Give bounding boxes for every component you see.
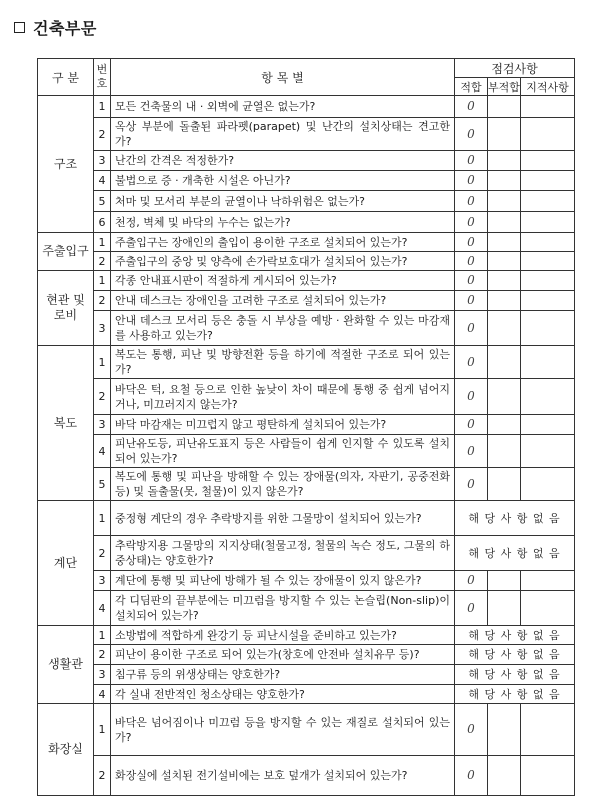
ok-mark-cell: 0 (455, 96, 488, 118)
notes-cell (521, 704, 575, 756)
ok-mark-cell: 0 (455, 591, 488, 626)
not-ok-cell (488, 311, 521, 346)
not-ok-cell (488, 271, 521, 291)
table-row (38, 271, 575, 291)
table-row (38, 704, 575, 756)
notes-cell (521, 571, 575, 591)
table-row (38, 291, 575, 311)
not-ok-cell (488, 171, 521, 191)
notes-cell (521, 212, 575, 233)
check-item-text: 침구류 등의 위생상태는 양호한가? (111, 665, 455, 685)
ok-mark-cell: 0 (455, 191, 488, 212)
table-row (38, 468, 575, 501)
not-ok-cell (488, 212, 521, 233)
check-item-text: 피난유도등, 피난유도표지 등은 사람들이 쉽게 인지할 수 있도록 설치되어 있는가? (111, 435, 455, 468)
row-number: 2 (94, 379, 111, 415)
check-item-text: 복도는 통행, 피난 및 방향전환 등을 하기에 적절한 구조로 되어 있는가? (111, 346, 455, 379)
not-ok-cell (488, 468, 521, 501)
table-row (38, 171, 575, 191)
check-item-text: 각종 안내표시판이 적절하게 게시되어 있는가? (111, 271, 455, 291)
not-applicable-cell: 해 당 사 항 없 음 (455, 536, 575, 571)
not-ok-cell (488, 571, 521, 591)
check-item-text: 안내 데스크 모서리 등은 충돌 시 부상을 예방 · 완화할 수 있는 마감재를 사용하고 있는가? (111, 311, 455, 346)
not-ok-cell (488, 415, 521, 435)
ok-mark-cell: 0 (455, 311, 488, 346)
check-item-text: 바닥은 넘어짐이나 미끄럼 등을 방지할 수 있는 재질로 설치되어 있는가? (111, 704, 455, 756)
table-row (38, 415, 575, 435)
ok-mark-cell: 0 (455, 468, 488, 501)
notes-cell (521, 346, 575, 379)
check-item-text: 각 디딤판의 끝부분에는 미끄럼을 방지할 수 있는 논슬립(Non-slip)이 설치되어 있는가? (111, 591, 455, 626)
ok-mark-cell: 0 (455, 252, 488, 271)
row-number: 4 (94, 171, 111, 191)
notes-cell (521, 379, 575, 415)
check-item-text: 불법으로 증 · 개축한 시설은 아닌가? (111, 171, 455, 191)
header-notes: 지적사항 (521, 78, 575, 96)
check-item-text: 천정, 벽체 및 바닥의 누수는 없는가? (111, 212, 455, 233)
notes-cell (521, 96, 575, 118)
row-number: 2 (94, 645, 111, 665)
section-title: 건축부문 (14, 16, 97, 39)
check-item-text: 소방법에 적합하게 완강기 등 피난시설을 준비하고 있는가? (111, 626, 455, 645)
row-number: 3 (94, 665, 111, 685)
ok-mark-cell: 0 (455, 415, 488, 435)
check-item-text: 계단에 통행 및 피난에 방해가 될 수 있는 장애물이 있지 않은가? (111, 571, 455, 591)
not-ok-cell (488, 191, 521, 212)
table-row (38, 311, 575, 346)
check-item-text: 추락방지용 그물망의 지지상태(철물고정, 철물의 녹슨 정도, 그물의 하중상태)는 양호한가? (111, 536, 455, 571)
check-item-text: 처마 및 모서리 부분의 균열이나 낙하위험은 없는가? (111, 191, 455, 212)
not-ok-cell (488, 704, 521, 756)
table-row (38, 665, 575, 685)
row-number: 2 (94, 756, 111, 796)
notes-cell (521, 415, 575, 435)
table-row (38, 756, 575, 796)
table-row (38, 96, 575, 118)
not-ok-cell (488, 96, 521, 118)
ok-mark-cell: 0 (455, 291, 488, 311)
square-bullet-icon (14, 22, 25, 33)
row-number: 2 (94, 291, 111, 311)
check-item-text: 주출입구는 장애인의 출입이 용이한 구조로 설치되어 있는가? (111, 233, 455, 252)
notes-cell (521, 191, 575, 212)
notes-cell (521, 591, 575, 626)
row-number: 3 (94, 571, 111, 591)
ok-mark-cell: 0 (455, 756, 488, 796)
ok-mark-cell: 0 (455, 233, 488, 252)
row-number: 2 (94, 536, 111, 571)
check-item-text: 주출입구의 중앙 및 양측에 손가락보호대가 설치되어 있는가? (111, 252, 455, 271)
check-item-text: 모든 건축물의 내 · 외벽에 균열은 없는가? (111, 96, 455, 118)
not-ok-cell (488, 379, 521, 415)
category-cell: 현관 및 로비 (38, 271, 94, 346)
not-applicable-cell: 해 당 사 항 없 음 (455, 685, 575, 704)
ok-mark-cell: 0 (455, 118, 488, 151)
not-ok-cell (488, 118, 521, 151)
table-row (38, 591, 575, 626)
not-applicable-cell: 해 당 사 항 없 음 (455, 626, 575, 645)
ok-mark-cell: 0 (455, 271, 488, 291)
header-category: 구 분 (38, 59, 94, 96)
row-number: 1 (94, 96, 111, 118)
row-number: 1 (94, 233, 111, 252)
notes-cell (521, 271, 575, 291)
ok-mark-cell: 0 (455, 171, 488, 191)
category-cell: 생활관 (38, 626, 94, 704)
table-row (38, 536, 575, 571)
category-cell: 주출입구 (38, 233, 94, 271)
category-cell: 구조 (38, 96, 94, 233)
not-applicable-cell: 해 당 사 항 없 음 (455, 501, 575, 536)
check-item-text: 바닥은 턱, 요철 등으로 인한 높낮이 차이 때문에 통행 중 쉽게 넘어지거나, 미끄러지지 않는가? (111, 379, 455, 415)
not-ok-cell (488, 252, 521, 271)
row-number: 1 (94, 626, 111, 645)
check-item-text: 각 실내 전반적인 청소상태는 양호한가? (111, 685, 455, 704)
header-check-group: 점검사항 (455, 59, 575, 78)
check-item-text: 중정형 계단의 경우 추락방지를 위한 그물망이 설치되어 있는가? (111, 501, 455, 536)
row-number: 1 (94, 346, 111, 379)
table-row (38, 212, 575, 233)
notes-cell (521, 756, 575, 796)
row-number: 4 (94, 435, 111, 468)
table-row (38, 151, 575, 171)
row-number: 2 (94, 252, 111, 271)
table-row (38, 626, 575, 645)
header-not-ok: 부적합 (488, 78, 521, 96)
table-row (38, 685, 575, 704)
table-row (38, 118, 575, 151)
notes-cell (521, 468, 575, 501)
table-row (38, 571, 575, 591)
row-number: 3 (94, 415, 111, 435)
not-ok-cell (488, 756, 521, 796)
ok-mark-cell: 0 (455, 212, 488, 233)
check-item-text: 난간의 간격은 적정한가? (111, 151, 455, 171)
not-ok-cell (488, 291, 521, 311)
row-number: 4 (94, 685, 111, 704)
table-row (38, 501, 575, 536)
row-number: 1 (94, 501, 111, 536)
not-ok-cell (488, 435, 521, 468)
check-item-text: 복도에 통행 및 피난을 방해할 수 있는 장애물(의자, 자판기, 공중전화 등) 및 돌출물(못, 철물)이 있지 않은가? (111, 468, 455, 501)
notes-cell (521, 118, 575, 151)
notes-cell (521, 151, 575, 171)
notes-cell (521, 291, 575, 311)
table-row (38, 233, 575, 252)
table-row (38, 346, 575, 379)
ok-mark-cell: 0 (455, 435, 488, 468)
table-row (38, 379, 575, 415)
notes-cell (521, 435, 575, 468)
ok-mark-cell: 0 (455, 704, 488, 756)
check-item-text: 바닥 마감재는 미끄럽지 않고 평탄하게 설치되어 있는가? (111, 415, 455, 435)
notes-cell (521, 171, 575, 191)
check-item-text: 피난이 용이한 구조로 되어 있는가(창호에 안전바 설치유무 등)? (111, 645, 455, 665)
not-ok-cell (488, 591, 521, 626)
table-row (38, 252, 575, 271)
category-cell: 계단 (38, 501, 94, 626)
notes-cell (521, 233, 575, 252)
category-cell: 복도 (38, 346, 94, 501)
row-number: 3 (94, 151, 111, 171)
check-item-text: 안내 데스크는 장애인을 고려한 구조로 설치되어 있는가? (111, 291, 455, 311)
not-applicable-cell: 해 당 사 항 없 음 (455, 645, 575, 665)
category-cell: 화장실 (38, 704, 94, 796)
row-number: 4 (94, 591, 111, 626)
ok-mark-cell: 0 (455, 379, 488, 415)
check-item-text: 옥상 부분에 돌출된 파라펫(parapet) 및 난간의 설치상태는 견고한가? (111, 118, 455, 151)
row-number: 5 (94, 191, 111, 212)
ok-mark-cell: 0 (455, 571, 488, 591)
ok-mark-cell: 0 (455, 346, 488, 379)
table-row (38, 435, 575, 468)
not-applicable-cell: 해 당 사 항 없 음 (455, 665, 575, 685)
header-ok: 적합 (455, 78, 488, 96)
not-ok-cell (488, 233, 521, 252)
row-number: 6 (94, 212, 111, 233)
checklist-table (37, 58, 575, 796)
check-item-text: 화장실에 설치된 전기설비에는 보호 덮개가 설치되어 있는가? (111, 756, 455, 796)
notes-cell (521, 311, 575, 346)
row-number: 3 (94, 311, 111, 346)
row-number: 1 (94, 704, 111, 756)
ok-mark-cell: 0 (455, 151, 488, 171)
header-item: 항 목 별 (111, 59, 455, 96)
row-number: 1 (94, 271, 111, 291)
not-ok-cell (488, 346, 521, 379)
table-row (38, 645, 575, 665)
notes-cell (521, 252, 575, 271)
not-ok-cell (488, 151, 521, 171)
table-row (38, 191, 575, 212)
row-number: 2 (94, 118, 111, 151)
row-number: 5 (94, 468, 111, 501)
header-number: 번 호 (94, 59, 111, 96)
